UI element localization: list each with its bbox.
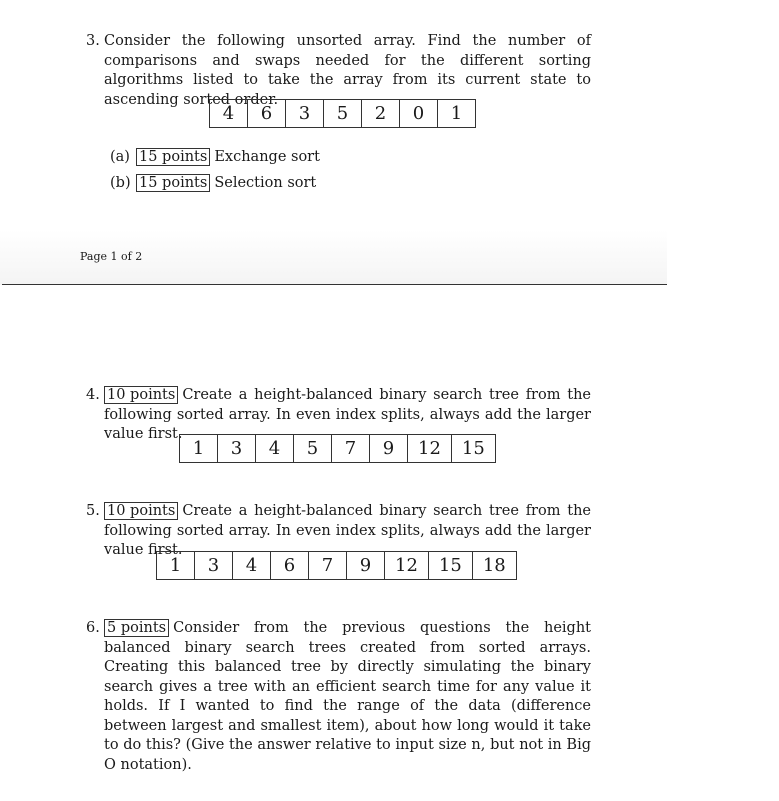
array-cell: 5 [293,435,331,462]
array-cell: 9 [369,435,407,462]
array-cell: 6 [247,100,285,127]
array-cell: 4 [222,103,235,124]
part-text: Exchange sort [214,149,320,165]
question-3-part-a [110,148,320,167]
question-text: Consider from the previous questions the height balanced binary search trees created from sorted arrays. Creating this balanced tree by directly simulating the binary search gives a tree with an efficient search time for any value it holds. If I wanted to find the range of the data (difference between largest and smallest item), about how long would it take to do this? (Give the answer relative to input size n, but not in Big O notation). [104,620,591,773]
array-cell: 9 [346,552,384,579]
page-footer: Page 1 of 2 [80,250,143,263]
array-cell: 4 [232,552,270,579]
array-cell: 7 [331,435,369,462]
question-text: Create a height-balanced binary search tree from the following sorted array. In even index splits, always add the larger value first. [104,503,591,558]
points-box: 15 points [136,174,210,192]
array-cell: 3 [194,552,232,579]
points-box: 10 points [104,386,178,404]
array-cell: 1 [169,555,182,576]
question-6 [86,619,591,775]
question-text: Consider the following unsorted array. Find the number of comparisons and swaps needed for the different sorting algorithms listed to take the array from its current state to ascending sorted order. [104,33,591,108]
question-number: 4. [86,387,100,403]
array-cell: 7 [308,552,346,579]
array-cell: 12 [407,435,451,462]
array-cell: 18 [472,552,516,579]
array-cell: 0 [399,100,437,127]
array-cell: 3 [217,435,255,462]
part-text: Selection sort [214,175,317,191]
array-cell: 2 [361,100,399,127]
points-box: 5 points [104,619,169,637]
part-label: (a) [110,149,130,165]
array-cell: 1 [192,438,205,459]
points-box: 10 points [104,502,178,520]
question-3-part-b [110,174,316,193]
page-separator [2,284,667,285]
array-cell: 4 [255,435,293,462]
question-number: 3. [86,33,100,49]
array-cell: 6 [270,552,308,579]
points-box: 15 points [136,148,210,166]
array-cell: 5 [323,100,361,127]
array-q5 [156,551,517,580]
question-number: 5. [86,503,100,519]
array-cell: 15 [451,435,495,462]
array-q3 [209,99,476,128]
question-text: Create a height-balanced binary search tree from the following sorted array. In even index splits, always add the larger value first. [104,387,591,442]
array-cell: 15 [428,552,472,579]
array-cell: 1 [437,100,475,127]
array-q4 [179,434,496,463]
array-cell: 3 [285,100,323,127]
question-number: 6. [86,620,100,636]
array-cell: 12 [384,552,428,579]
part-label: (b) [110,175,131,191]
